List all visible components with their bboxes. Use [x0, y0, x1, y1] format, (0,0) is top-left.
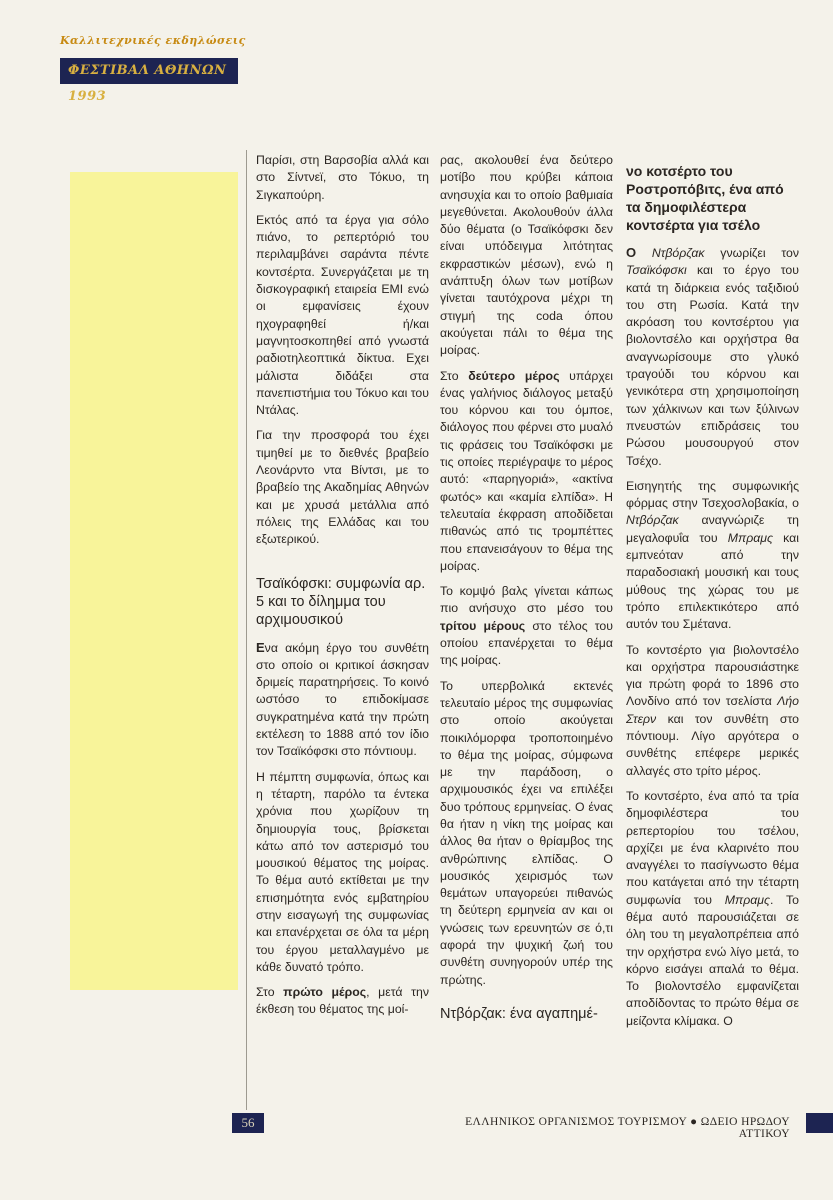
emphasis: Μπραμς [727, 530, 773, 545]
paragraph-text: Στο [256, 985, 284, 1000]
text-column-2 [440, 152, 613, 1033]
paragraph-text: και εμπνεόταν από την παραδοσιακή μουσική και τους μύθους της χώρας του με τρόπο επιλεκτικότερο από αυτόν του Σμέτανα. [626, 530, 799, 632]
paragraph-text: Στο [440, 368, 469, 383]
paragraph: Για την προσφορά του έχει τιμηθεί με το διεθνές βραβείο Λεονάρντο ντα Βίντσι, με το βραβείο της Ακαδημίας Αθηνών και με χρυσά μετάλλια από πόλεις της Ελλάδας και του εξωτερικού. [256, 428, 429, 547]
footer-venue: ΩΔΕΙΟ ΗΡΩΔΟΥ ΑΤΤΙΚΟΥ [700, 1116, 790, 1140]
paragraph-text: Το κοντσέρτο, ένα από τα τρία δημοφιλέστερα του ρεπερτορίου του τσέλου, αρχίζει με ένα κλαρινέτο που αναγγέλει το πασίγνωστο θέμα που κατάγεται από την τέταρτη συμφωνία του [626, 788, 799, 907]
column-divider [246, 150, 247, 1110]
paragraph: Παρίσι, στη Βαρσοβία αλλά και στο Σίντνεϊ, στο Τόκυο, τη Σιγκαπούρη. [256, 153, 429, 202]
paragraph [626, 478, 799, 634]
paragraph-text: Το κομψό βαλς γίνεται κάπως πιο ανήσυχο στο μέσο του [440, 584, 613, 616]
paragraph-text: Εισηγητής της συμφωνικής φόρμας στην Τσεχοσλοβακία, ο [626, 478, 799, 511]
section-label: Καλλιτεχνικές εκδηλώσεις [60, 34, 246, 47]
decorative-yellow-block [70, 172, 238, 990]
paragraph-text: στο τέλος του οποίου επανέρχεται το θέμα της μοίρας. [440, 618, 613, 668]
section-heading: νο κοτσέρτο του Ροστροπόβιτς, ένα από τα δημοφιλέστερα κοντσέρτα για τσέλο [626, 163, 784, 233]
paragraph-text: , μετά την έκθεση του θέματος της μοί- [256, 985, 429, 1017]
emphasis: τρίτου μέρους [440, 618, 526, 633]
paragraph-text: Το κοντσέρτο για βιολοντσέλο και ορχήστρα παρουσιάστηκε για πρώτη φορά το 1896 στο Λονδίνο από τον τσελίστα [626, 642, 799, 709]
paragraph-text [636, 246, 652, 260]
drop-cap: Ε [256, 639, 265, 655]
paragraph [440, 368, 613, 576]
paragraph [256, 984, 429, 1019]
paragraph-text: υπάρχει ένας γαλήνιος διάλογος μεταξύ του κόρνου και του όμποε, διάλογος που φέρνει στο μυαλό τις φράσεις του Τσαϊκόφσκι με τις οποίες περιέγραψε το μέρος αυτό: «παρηγοριά», «ακτίνα φωτός» και «καμία ελπίδα». Η τελευταία έκφραση αποδίδεται πιθανώς από τις τρομπέττες που επανεισάγουν το θέμα της μοίρας. [440, 368, 613, 573]
paragraph: Εκτός από τα έργα για σόλο πιάνο, το ρεπερτόριό του περιλαμβάνει σαράντα πέντε κοντσέρτα. Συνεργάζεται με τη δισκογραφική εταιρεία EMI ενώ οι εμφανίσεις έχουν ηχογραφηθεί ή/και μαγνητοσκοπηθεί από γνωστά ραδιοτηλεοπτικά δίκτυα. Εχει μάλιστα διδάξει στα πανεπιστήμια του Τόκυο και του Ντάλας. [256, 212, 429, 418]
text-column-1 [256, 152, 429, 1027]
drop-cap: Ο [626, 245, 637, 260]
paragraph [256, 639, 429, 761]
emphasis: Τσαϊκόφσκι [626, 263, 687, 278]
page-number: 56 [232, 1113, 264, 1133]
paragraph: Η πέμπτη συμφωνία, όπως και η τέταρτη, παρόλο τα έντεκα χρόνια που χωρίζουν τη δημιουργία τους, βρίσκεται κάτω από τον αστερισμό του μουσικού θέματος της μοίρας. Το θέμα αυτό εκτίθεται με την επισημότητα ενός εμβατηρίου στην εισαγωγή της συμφωνίας και επανέρχεται σε όλα τα μέρη του έργου μεταλλαγμένο με κάθε δυνατό τρόπο. [256, 769, 429, 974]
paragraph [626, 244, 799, 470]
paragraph: Το υπερβολικά εκτενές τελευταίο μέρος της συμφωνίας στο οποίο ακούγεται ποικιλόμορφα τροποποιημένο το θέμα της μοίρας, σύμφωνα με την παράδοση, ο αρχιμουσικός έχει να επιλέξει δυο τρόπους ερμηνείας. Ο ένας θα ήταν η νίκη της μοίρας και άλλος θα ήταν ο θρίαμβος της ανθρώπινης ελπίδας. Ο μουσικός χειρισμός των θεμάτων υπαγορεύει πιθανώς τη δεύτερη ερμηνεία αν και οι γνώσεις των ερευνητών σε ό,τι αφορά την ψυχική ζωή του συνθέτη συνηγορούν υπέρ της πρώτης. [440, 678, 613, 987]
paragraph-text: και τον συνθέτη στο πόντιουμ. Λίγο αργότερα ο συνθέτης επέφερε μερικές αλλαγές στο τρίτο μέρος. [626, 711, 799, 778]
paragraph-text: να ακόμη έργο του συνθέτη στο οποίο οι κριτικοί άσκησαν δριμείς παρατηρήσεις. Το κοινό ωστόσο το επιδοκίμασε συγκρατημένα κατά την πρώτη εκτέλεση το 1888 από τον ίδιο τον Τσαϊκόφσκι στο πόντιουμ. [256, 640, 429, 759]
paragraph-text: και το έργο του κατά τη διάρκεια ενός ταξιδιού του στη Ρωσία. Κατά την ακρόαση του κοντσέρτου για βιολοντσέλο και ορχήστρα θα αναγνωρίσουμε στο γλυκό τραγούδι του κόρνου και γενικότερα στη χρησιμοποίηση των χάλκινων και των ξύλινων πνευστών επιδράσεις του Ρώσου μουσουργού στον Τσέχο. [626, 263, 799, 468]
paragraph [440, 583, 613, 669]
paragraph-text: αναγνώριζε τη μεγαλοφυΐα του [626, 513, 799, 545]
footer-org: ΕΛΛΗΝΙΚΟΣ ΟΡΓΑΝΙΣΜΟΣ ΤΟΥΡΙΣΜΟΥ [465, 1116, 687, 1128]
text-column-3 [626, 152, 799, 1038]
footer-block [806, 1113, 833, 1133]
footer-bullet: ● [690, 1116, 698, 1128]
paragraph [626, 788, 799, 1030]
emphasis: πρώτο μέρος [283, 985, 367, 1000]
emphasis: δεύτερο μέρος [468, 368, 560, 383]
paragraph: ρας, ακολουθεί ένα δεύτερο μοτίβο που κρύβει κάποια ανησυχία και το οποίο βαθμιαία μεγεθύνεται. Ακολουθούν άλλα δύο θέματα (ο Τσαϊκόφσκι δεν είναι υπόδειγμα λιτότητας εκφραστικών μέσων), ενώ η ανάπτυξη όλων των μοτίβων γίνεται ταυτόχρονα μέχρι τη στιγμή της coda όπου ακούγεται πάλι το θέμα της μοίρας. [440, 153, 613, 358]
festival-banner: ΦΕΣΤΙΒΑΛ ΑΘΗΝΩΝ 1993 [60, 58, 238, 84]
paragraph [626, 642, 799, 780]
footer-line [430, 1116, 790, 1140]
paragraph-text: γνωρίζει τον [704, 246, 799, 260]
emphasis: Ντβόρζακ [626, 513, 679, 528]
paragraph-text: . Το θέμα αυτό παρουσιάζεται σε όλη του τη μεγαλοπρέπεια από την ορχήστρα ενώ λίγο μετά, το κόρνο εισάγει απαλά το θέμα. Το βιολοντσέλο εμφανίζεται αποδίδοντας το πρώτο θέμα σε μείζοντα κλίμακα. Ο [626, 892, 799, 1028]
emphasis: Ντβόρζακ [651, 246, 705, 260]
emphasis: Λήο Στερν [626, 694, 799, 726]
section-heading: Ντβόρζακ: ένα αγαπημέ- [440, 1005, 598, 1022]
section-heading: Τσαϊκόφσκι: συμφωνία αρ. 5 και το δίλημμα του αρχιμουσικού [256, 575, 426, 628]
emphasis: Μπραμς [724, 892, 771, 907]
